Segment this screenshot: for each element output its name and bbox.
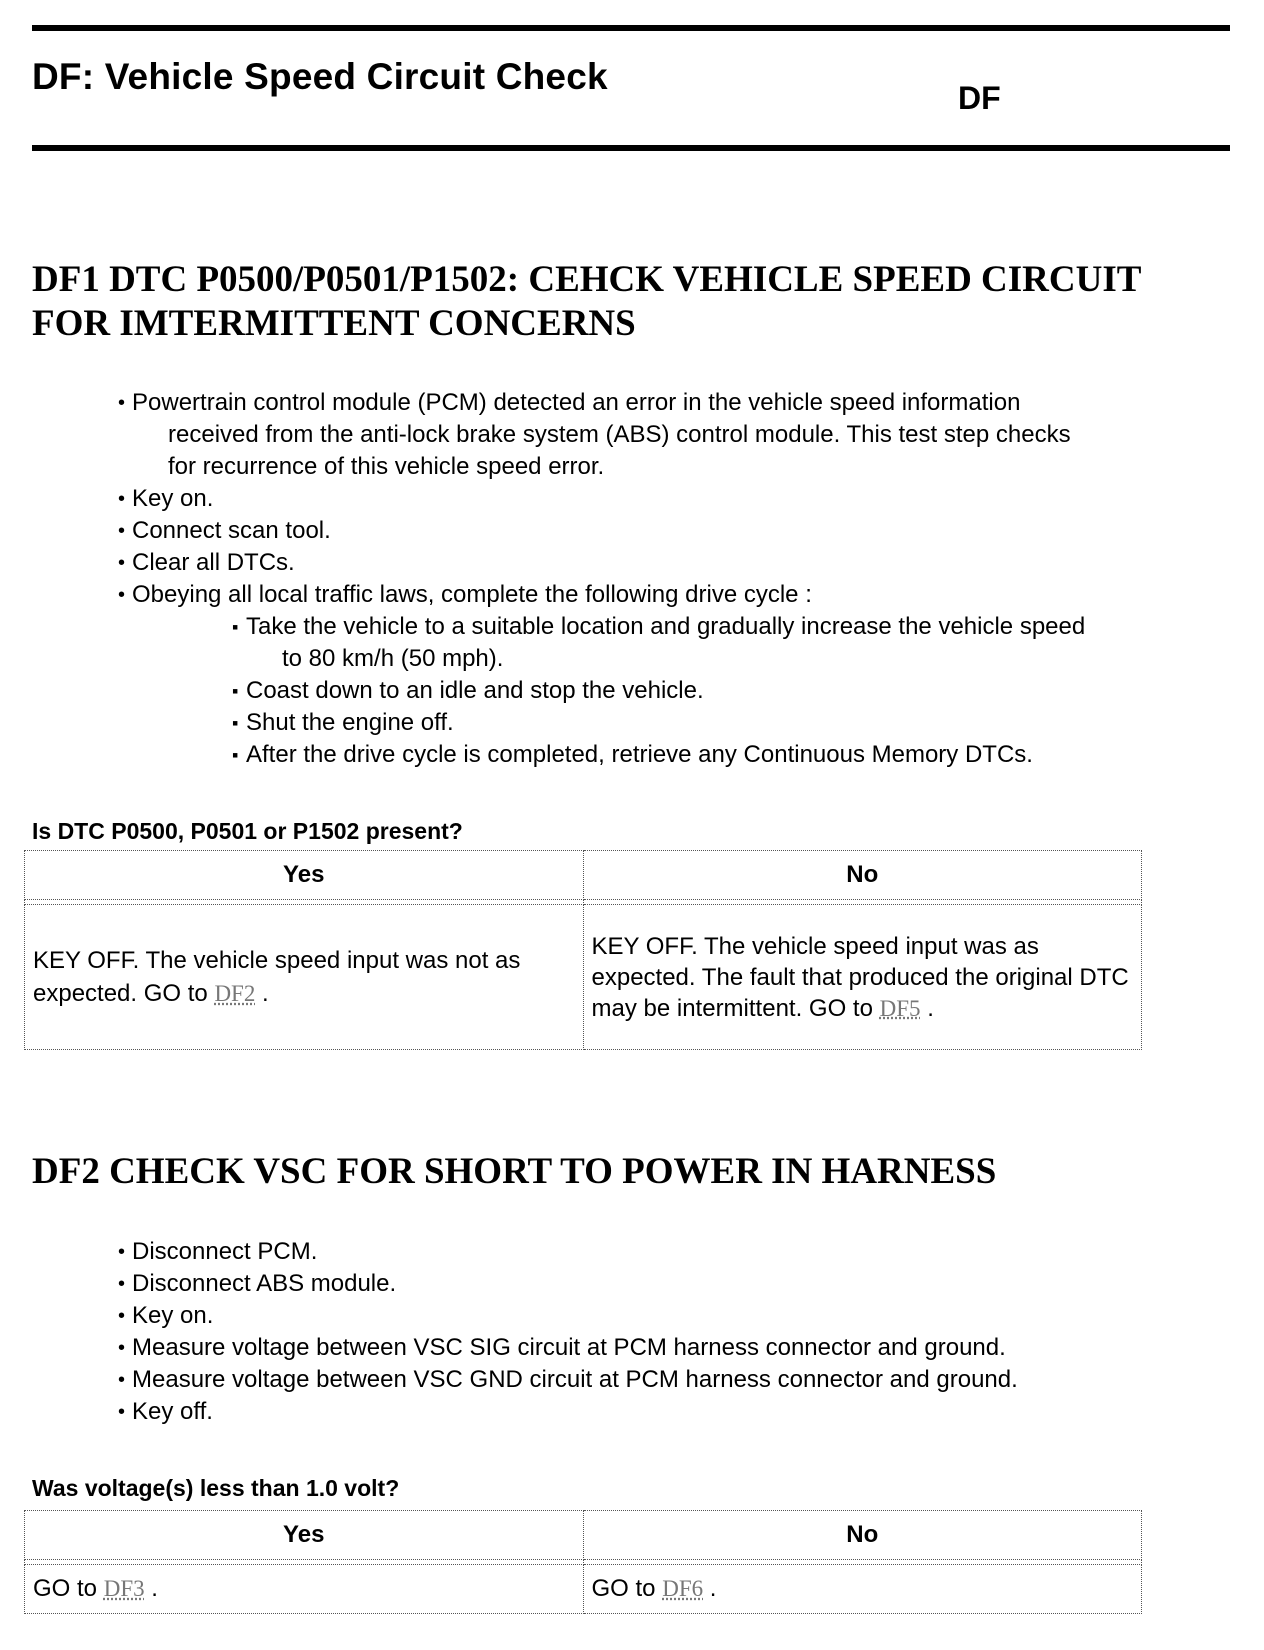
yes-column-header: Yes [25,1511,584,1560]
table-header-row [25,851,1142,900]
list-item [118,1364,1228,1396]
df1-sub1-line2: to 80 km/h (50 mph). [282,645,504,672]
drive-cycle-sublist [132,611,1228,771]
df1-heading-line2: FOR IMTERMITTENT CONCERNS [32,303,636,344]
top-rule [32,25,1230,31]
df1-sub3: Shut the engine off. [246,709,454,736]
df1-heading [32,258,1232,346]
df1-step5: Obeying all local traffic laws, complete the following drive cycle : [132,581,812,608]
list-item [118,1236,1228,1268]
df1-step1-line1: Powertrain control module (PCM) detected an error in the vehicle speed information [132,389,1021,416]
table-row [25,905,1142,1050]
df1-step2: Key on. [132,485,214,512]
df3-link[interactable]: DF3 [103,1576,145,1601]
list-item [118,1332,1228,1364]
list-item [118,579,1228,771]
list-item [232,611,1228,675]
punct: . [262,980,269,1007]
list-item [232,739,1228,771]
list-item [232,707,1228,739]
df1-step3: Connect scan tool. [132,517,331,544]
df1-step-list [118,387,1228,771]
no-column-header: No [583,851,1142,900]
df1-step4: Clear all DTCs. [132,549,295,576]
df2-decision-table [24,1510,1142,1614]
table-header-row [25,1511,1142,1560]
punct: . [927,994,934,1022]
df1-decision-table [24,850,1142,1050]
df2-step2: Disconnect ABS module. [132,1270,397,1297]
list-item [118,483,1228,515]
df1-step1-line2: received from the anti-lock brake system (ABS) control module. This test step checks [168,421,1071,448]
punct: . [151,1575,158,1602]
df2-step4: Measure voltage between VSC SIG circuit at PCM harness connector and ground. [132,1334,1006,1361]
df2-step1: Disconnect PCM. [132,1238,318,1265]
df2-link[interactable]: DF2 [214,981,256,1006]
list-item [118,547,1228,579]
no-text: GO to [591,1575,656,1602]
df5-link[interactable]: DF5 [879,995,921,1021]
df2-step3: Key on. [132,1302,214,1329]
header-bottom-rule [32,145,1230,151]
page-title: DF: Vehicle Speed Circuit Check [32,56,608,97]
df1-sub1-line1: Take the vehicle to a suitable location and gradually increase the vehicle speed [246,613,1086,640]
no-cell [583,905,1142,1050]
yes-text: GO to [33,1575,98,1602]
no-column-header: No [583,1511,1142,1560]
list-item [118,1300,1228,1332]
list-item [118,387,1228,483]
df2-step-list [118,1236,1228,1428]
df2-step5: Measure voltage between VSC GND circuit at PCM harness connector and ground. [132,1366,1018,1393]
table-row [25,1565,1142,1614]
df6-link[interactable]: DF6 [662,1576,704,1601]
df2-question: Was voltage(s) less than 1.0 volt? [32,1475,400,1501]
list-item [118,1396,1228,1428]
df1-step1-line3: for recurrence of this vehicle speed error. [168,453,605,480]
df1-question: Is DTC P0500, P0501 or P1502 present? [32,818,463,844]
no-text: KEY OFF. The vehicle speed input was as expected. The fault that produced the original DTC may be intermittent. GO to [591,932,1129,1022]
list-item [118,1268,1228,1300]
list-item [118,515,1228,547]
yes-text: KEY OFF. The vehicle speed input was not as expected. GO to [33,947,521,1007]
df1-sub2: Coast down to an idle and stop the vehicle. [246,677,704,704]
list-item [232,675,1228,707]
section-tag: DF [958,80,1001,116]
yes-column-header: Yes [25,851,584,900]
df1-sub4: After the drive cycle is completed, retrieve any Continuous Memory DTCs. [246,741,1033,768]
no-cell [583,1565,1142,1614]
df1-heading-line1: DF1 DTC P0500/P0501/P1502: CEHCK VEHICLE SPEED CIRCUIT [32,259,1142,300]
yes-cell [25,1565,584,1614]
yes-cell [25,905,584,1050]
df2-heading: DF2 CHECK VSC FOR SHORT TO POWER IN HARNESS [32,1151,997,1192]
punct: . [709,1575,717,1602]
df2-step6: Key off. [132,1398,213,1425]
